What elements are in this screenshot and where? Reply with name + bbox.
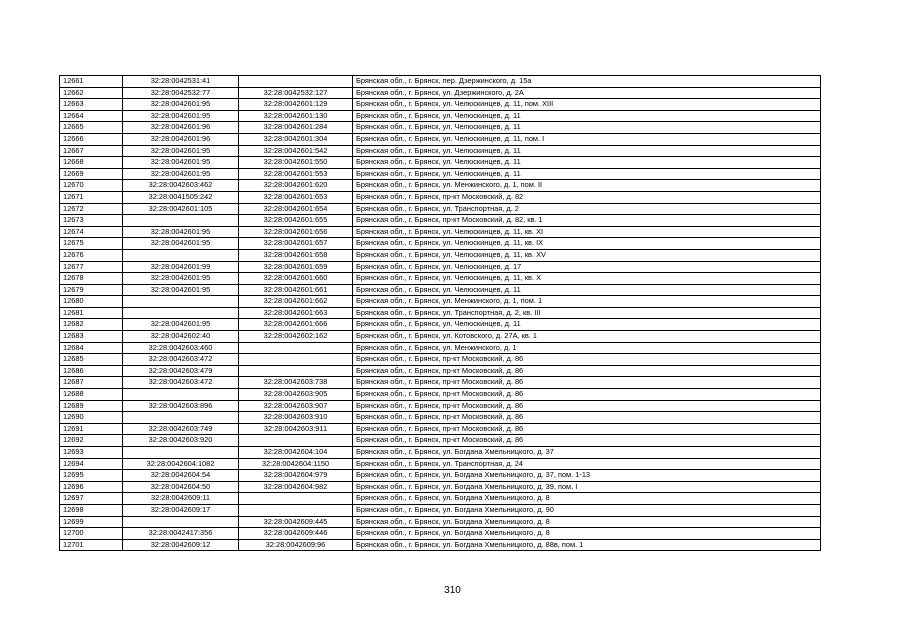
table-row [60,296,821,308]
address-cell: Брянская обл., г. Брянск, ул. Транспортная, д. 2, кв. III [353,307,821,319]
address-cell: Брянская обл., г. Брянск, ул. Богдана Хмельницкого, д. 39, пом. I [353,481,821,493]
table-row [60,76,821,88]
related-cadastral-number-cell: 32:28:0042604:1150 [239,458,353,470]
table-row [60,493,821,505]
row-number-cell: 12688 [60,389,123,401]
address-cell: Брянская обл., г. Брянск, пр-кт Московский, д. 86 [353,412,821,424]
related-cadastral-number-cell [239,435,353,447]
address-cell: Брянская обл., г. Брянск, ул. Транспортная, д. 24 [353,458,821,470]
row-number-cell: 12678 [60,273,123,285]
table-row [60,400,821,412]
table-row [60,249,821,261]
cadastral-number-cell: 32:28:0042601:95 [123,284,239,296]
related-cadastral-number-cell: 32:28:0042601:542 [239,145,353,157]
table-row [60,447,821,459]
cadastral-number-cell: 32:28:0042601:95 [123,99,239,111]
row-number-cell: 12680 [60,296,123,308]
address-cell: Брянская обл., г. Брянск, ул. Челюскинцев, д. 11 [353,168,821,180]
address-cell: Брянская обл., г. Брянск, пр-кт Московский, д. 82, кв. 1 [353,215,821,227]
address-cell: Брянская обл., г. Брянск, пр-кт Московский, д. 82 [353,191,821,203]
table-row [60,435,821,447]
cadastral-number-cell: 32:28:0042601:95 [123,238,239,250]
cadastral-number-cell: 32:28:0042601:95 [123,273,239,285]
row-number-cell: 12700 [60,528,123,540]
table-row [60,284,821,296]
related-cadastral-number-cell: 32:28:0042601:550 [239,157,353,169]
cadastral-number-cell: 32:28:0042601:96 [123,133,239,145]
related-cadastral-number-cell: 32:28:0042601:654 [239,203,353,215]
row-number-cell: 12697 [60,493,123,505]
register-table [59,75,821,551]
related-cadastral-number-cell: 32:28:0042603:905 [239,389,353,401]
table-row [60,273,821,285]
row-number-cell: 12676 [60,249,123,261]
row-number-cell: 12662 [60,87,123,99]
row-number-cell: 12679 [60,284,123,296]
cadastral-number-cell: 32:28:0042603:479 [123,365,239,377]
cadastral-number-cell: 32:28:0042609:12 [123,539,239,551]
table-row [60,215,821,227]
cadastral-number-cell: 32:28:0042609:11 [123,493,239,505]
address-cell: Брянская обл., г. Брянск, ул. Менжинского, д. 1 [353,342,821,354]
related-cadastral-number-cell: 32:28:0042609:446 [239,528,353,540]
row-number-cell: 12670 [60,180,123,192]
table-row [60,180,821,192]
cadastral-number-cell [123,389,239,401]
row-number-cell: 12682 [60,319,123,331]
related-cadastral-number-cell: 32:28:0042601:304 [239,133,353,145]
row-number-cell: 12667 [60,145,123,157]
address-cell: Брянская обл., г. Брянск, пр-кт Московский, д. 86 [353,377,821,389]
table-row [60,110,821,122]
related-cadastral-number-cell: 32:28:0042601:655 [239,215,353,227]
cadastral-number-cell: 32:28:0041505:242 [123,191,239,203]
related-cadastral-number-cell [239,493,353,505]
row-number-cell: 12677 [60,261,123,273]
cadastral-number-cell: 32:28:0042601:95 [123,110,239,122]
table-row [60,133,821,145]
row-number-cell: 12690 [60,412,123,424]
row-number-cell: 12691 [60,423,123,435]
cadastral-number-cell: 32:28:0042609:17 [123,504,239,516]
table-row [60,331,821,343]
cadastral-number-cell: 32:28:0042531:41 [123,76,239,88]
address-cell: Брянская обл., г. Брянск, ул. Челюскинцев, д. 11, кв. XV [353,249,821,261]
address-cell: Брянская обл., г. Брянск, пр-кт Московский, д. 86 [353,365,821,377]
related-cadastral-number-cell: 32:28:0042601:662 [239,296,353,308]
register-table-body [60,76,821,551]
table-row [60,238,821,250]
row-number-cell: 12671 [60,191,123,203]
row-number-cell: 12696 [60,481,123,493]
row-number-cell: 12663 [60,99,123,111]
address-cell: Брянская обл., г. Брянск, ул. Котовского, д. 27А, кв. 1 [353,331,821,343]
table-row [60,319,821,331]
cadastral-number-cell: 32:28:0042601:95 [123,157,239,169]
address-cell: Брянская обл., г. Брянск, ул. Челюскинцев, д. 11, пом. XIII [353,99,821,111]
address-cell: Брянская обл., г. Брянск, ул. Челюскинцев, д. 11, пом. I [353,133,821,145]
related-cadastral-number-cell: 32:28:0042601:620 [239,180,353,192]
row-number-cell: 12686 [60,365,123,377]
related-cadastral-number-cell: 32:28:0042601:661 [239,284,353,296]
related-cadastral-number-cell [239,504,353,516]
cadastral-number-cell: 32:28:0042603:749 [123,423,239,435]
row-number-cell: 12675 [60,238,123,250]
table-row [60,122,821,134]
address-cell: Брянская обл., г. Брянск, пр-кт Московский, д. 86 [353,400,821,412]
address-cell: Брянская обл., г. Брянск, ул. Богдана Хмельницкого, д. 8 [353,516,821,528]
related-cadastral-number-cell: 32:28:0042532:127 [239,87,353,99]
address-cell: Брянская обл., г. Брянск, ул. Челюскинцев, д. 11, кв. IX [353,238,821,250]
related-cadastral-number-cell: 32:28:0042601:130 [239,110,353,122]
table-row [60,157,821,169]
address-cell: Брянская обл., г. Брянск, ул. Дзержинского, д. 2А [353,87,821,99]
table-row [60,423,821,435]
cadastral-number-cell: 32:28:0042603:920 [123,435,239,447]
page-number: 310 [444,585,461,596]
cadastral-number-cell [123,215,239,227]
cadastral-number-cell: 32:28:0042601:96 [123,122,239,134]
table-row [60,191,821,203]
related-cadastral-number-cell: 32:28:0042603:910 [239,412,353,424]
table-row [60,412,821,424]
table-row [60,99,821,111]
related-cadastral-number-cell: 32:28:0042603:911 [239,423,353,435]
address-cell: Брянская обл., г. Брянск, пер. Дзержинского, д. 15а [353,76,821,88]
related-cadastral-number-cell: 32:28:0042601:656 [239,226,353,238]
cadastral-number-cell: 32:28:0042601:95 [123,319,239,331]
related-cadastral-number-cell: 32:28:0042603:907 [239,400,353,412]
table-row [60,516,821,528]
related-cadastral-number-cell: 32:28:0042609:96 [239,539,353,551]
related-cadastral-number-cell: 32:28:0042601:660 [239,273,353,285]
address-cell: Брянская обл., г. Брянск, ул. Челюскинцев, д. 17 [353,261,821,273]
row-number-cell: 12666 [60,133,123,145]
related-cadastral-number-cell: 32:28:0042601:284 [239,122,353,134]
cadastral-number-cell: 32:28:0042417:356 [123,528,239,540]
row-number-cell: 12669 [60,168,123,180]
related-cadastral-number-cell [239,354,353,366]
cadastral-number-cell: 32:28:0042601:99 [123,261,239,273]
row-number-cell: 12694 [60,458,123,470]
cadastral-number-cell: 32:28:0042604:54 [123,470,239,482]
address-cell: Брянская обл., г. Брянск, ул. Богдана Хмельницкого, д. 8 [353,528,821,540]
cadastral-number-cell: 32:28:0042603:472 [123,354,239,366]
cadastral-number-cell: 32:28:0042601:95 [123,168,239,180]
cadastral-number-cell [123,412,239,424]
address-cell: Брянская обл., г. Брянск, ул. Челюскинцев, д. 11 [353,145,821,157]
address-cell: Брянская обл., г. Брянск, ул. Богдана Хмельницкого, д. 37, пом. 1-13 [353,470,821,482]
table-row [60,365,821,377]
cadastral-number-cell [123,447,239,459]
row-number-cell: 12685 [60,354,123,366]
related-cadastral-number-cell: 32:28:0042601:553 [239,168,353,180]
table-row [60,481,821,493]
row-number-cell: 12665 [60,122,123,134]
related-cadastral-number-cell: 32:28:0042604:979 [239,470,353,482]
cadastral-number-cell: 32:28:0042604:1082 [123,458,239,470]
table-row [60,528,821,540]
address-cell: Брянская обл., г. Брянск, пр-кт Московский, д. 86 [353,354,821,366]
address-cell: Брянская обл., г. Брянск, ул. Челюскинцев, д. 11, кв. X [353,273,821,285]
row-number-cell: 12698 [60,504,123,516]
cadastral-number-cell: 32:28:0042603:460 [123,342,239,354]
cadastral-number-cell: 32:28:0042532:77 [123,87,239,99]
row-number-cell: 12673 [60,215,123,227]
address-cell: Брянская обл., г. Брянск, ул. Транспортная, д. 2 [353,203,821,215]
address-cell: Брянская обл., г. Брянск, ул. Менжинского, д. 1, пом. II [353,180,821,192]
row-number-cell: 12684 [60,342,123,354]
row-number-cell: 12695 [60,470,123,482]
row-number-cell: 12683 [60,331,123,343]
table-row [60,203,821,215]
row-number-cell: 12692 [60,435,123,447]
related-cadastral-number-cell [239,365,353,377]
address-cell: Брянская обл., г. Брянск, пр-кт Московский, д. 86 [353,423,821,435]
cadastral-number-cell: 32:28:0042601:105 [123,203,239,215]
address-cell: Брянская обл., г. Брянск, ул. Челюскинцев, д. 11, кв. XI [353,226,821,238]
related-cadastral-number-cell: 32:28:0042601:129 [239,99,353,111]
table-row [60,377,821,389]
table-row [60,261,821,273]
cadastral-number-cell [123,296,239,308]
cadastral-number-cell [123,516,239,528]
table-row [60,342,821,354]
row-number-cell: 12674 [60,226,123,238]
row-number-cell: 12689 [60,400,123,412]
row-number-cell: 12664 [60,110,123,122]
row-number-cell: 12693 [60,447,123,459]
address-cell: Брянская обл., г. Брянск, ул. Челюскинцев, д. 11 [353,319,821,331]
row-number-cell: 12687 [60,377,123,389]
cadastral-number-cell [123,307,239,319]
table-row [60,87,821,99]
related-cadastral-number-cell [239,76,353,88]
related-cadastral-number-cell: 32:28:0042601:657 [239,238,353,250]
address-cell: Брянская обл., г. Брянск, ул. Челюскинцев, д. 11 [353,284,821,296]
table-row [60,470,821,482]
related-cadastral-number-cell: 32:28:0042601:663 [239,307,353,319]
table-row [60,354,821,366]
cadastral-number-cell: 32:28:0042601:95 [123,226,239,238]
related-cadastral-number-cell: 32:28:0042604:104 [239,447,353,459]
address-cell: Брянская обл., г. Брянск, пр-кт Московский, д. 86 [353,389,821,401]
table-row [60,458,821,470]
related-cadastral-number-cell: 32:28:0042603:738 [239,377,353,389]
address-cell: Брянская обл., г. Брянск, ул. Менжинского, д. 1, пом. 1 [353,296,821,308]
table-row [60,145,821,157]
address-cell: Брянская обл., г. Брянск, ул. Богдана Хмельницкого, д. 37 [353,447,821,459]
table-row [60,168,821,180]
related-cadastral-number-cell: 32:28:0042604:982 [239,481,353,493]
table-row [60,389,821,401]
row-number-cell: 12661 [60,76,123,88]
cadastral-number-cell: 32:28:0042603:462 [123,180,239,192]
address-cell: Брянская обл., г. Брянск, ул. Богдана Хмельницкого, д. 8 [353,493,821,505]
address-cell: Брянская обл., г. Брянск, ул. Богдана Хмельницкого, д. 90 [353,504,821,516]
cadastral-number-cell: 32:28:0042603:472 [123,377,239,389]
cadastral-number-cell [123,249,239,261]
related-cadastral-number-cell: 32:28:0042602:162 [239,331,353,343]
table-row [60,307,821,319]
table-row [60,504,821,516]
table-row [60,539,821,551]
row-number-cell: 12699 [60,516,123,528]
cadastral-number-cell: 32:28:0042602:40 [123,331,239,343]
address-cell: Брянская обл., г. Брянск, ул. Богдана Хмельницкого, д. 88в, пом. 1 [353,539,821,551]
related-cadastral-number-cell: 32:28:0042601:659 [239,261,353,273]
row-number-cell: 12668 [60,157,123,169]
row-number-cell: 12701 [60,539,123,551]
cadastral-number-cell: 32:28:0042601:95 [123,145,239,157]
row-number-cell: 12681 [60,307,123,319]
address-cell: Брянская обл., г. Брянск, пр-кт Московский, д. 86 [353,435,821,447]
table-row [60,226,821,238]
related-cadastral-number-cell: 32:28:0042601:666 [239,319,353,331]
address-cell: Брянская обл., г. Брянск, ул. Челюскинцев, д. 11 [353,122,821,134]
related-cadastral-number-cell [239,342,353,354]
related-cadastral-number-cell: 32:28:0042601:653 [239,191,353,203]
row-number-cell: 12672 [60,203,123,215]
address-cell: Брянская обл., г. Брянск, ул. Челюскинцев, д. 11 [353,157,821,169]
related-cadastral-number-cell: 32:28:0042609:445 [239,516,353,528]
cadastral-number-cell: 32:28:0042603:896 [123,400,239,412]
related-cadastral-number-cell: 32:28:0042601:658 [239,249,353,261]
cadastral-number-cell: 32:28:0042604:50 [123,481,239,493]
address-cell: Брянская обл., г. Брянск, ул. Челюскинцев, д. 11 [353,110,821,122]
